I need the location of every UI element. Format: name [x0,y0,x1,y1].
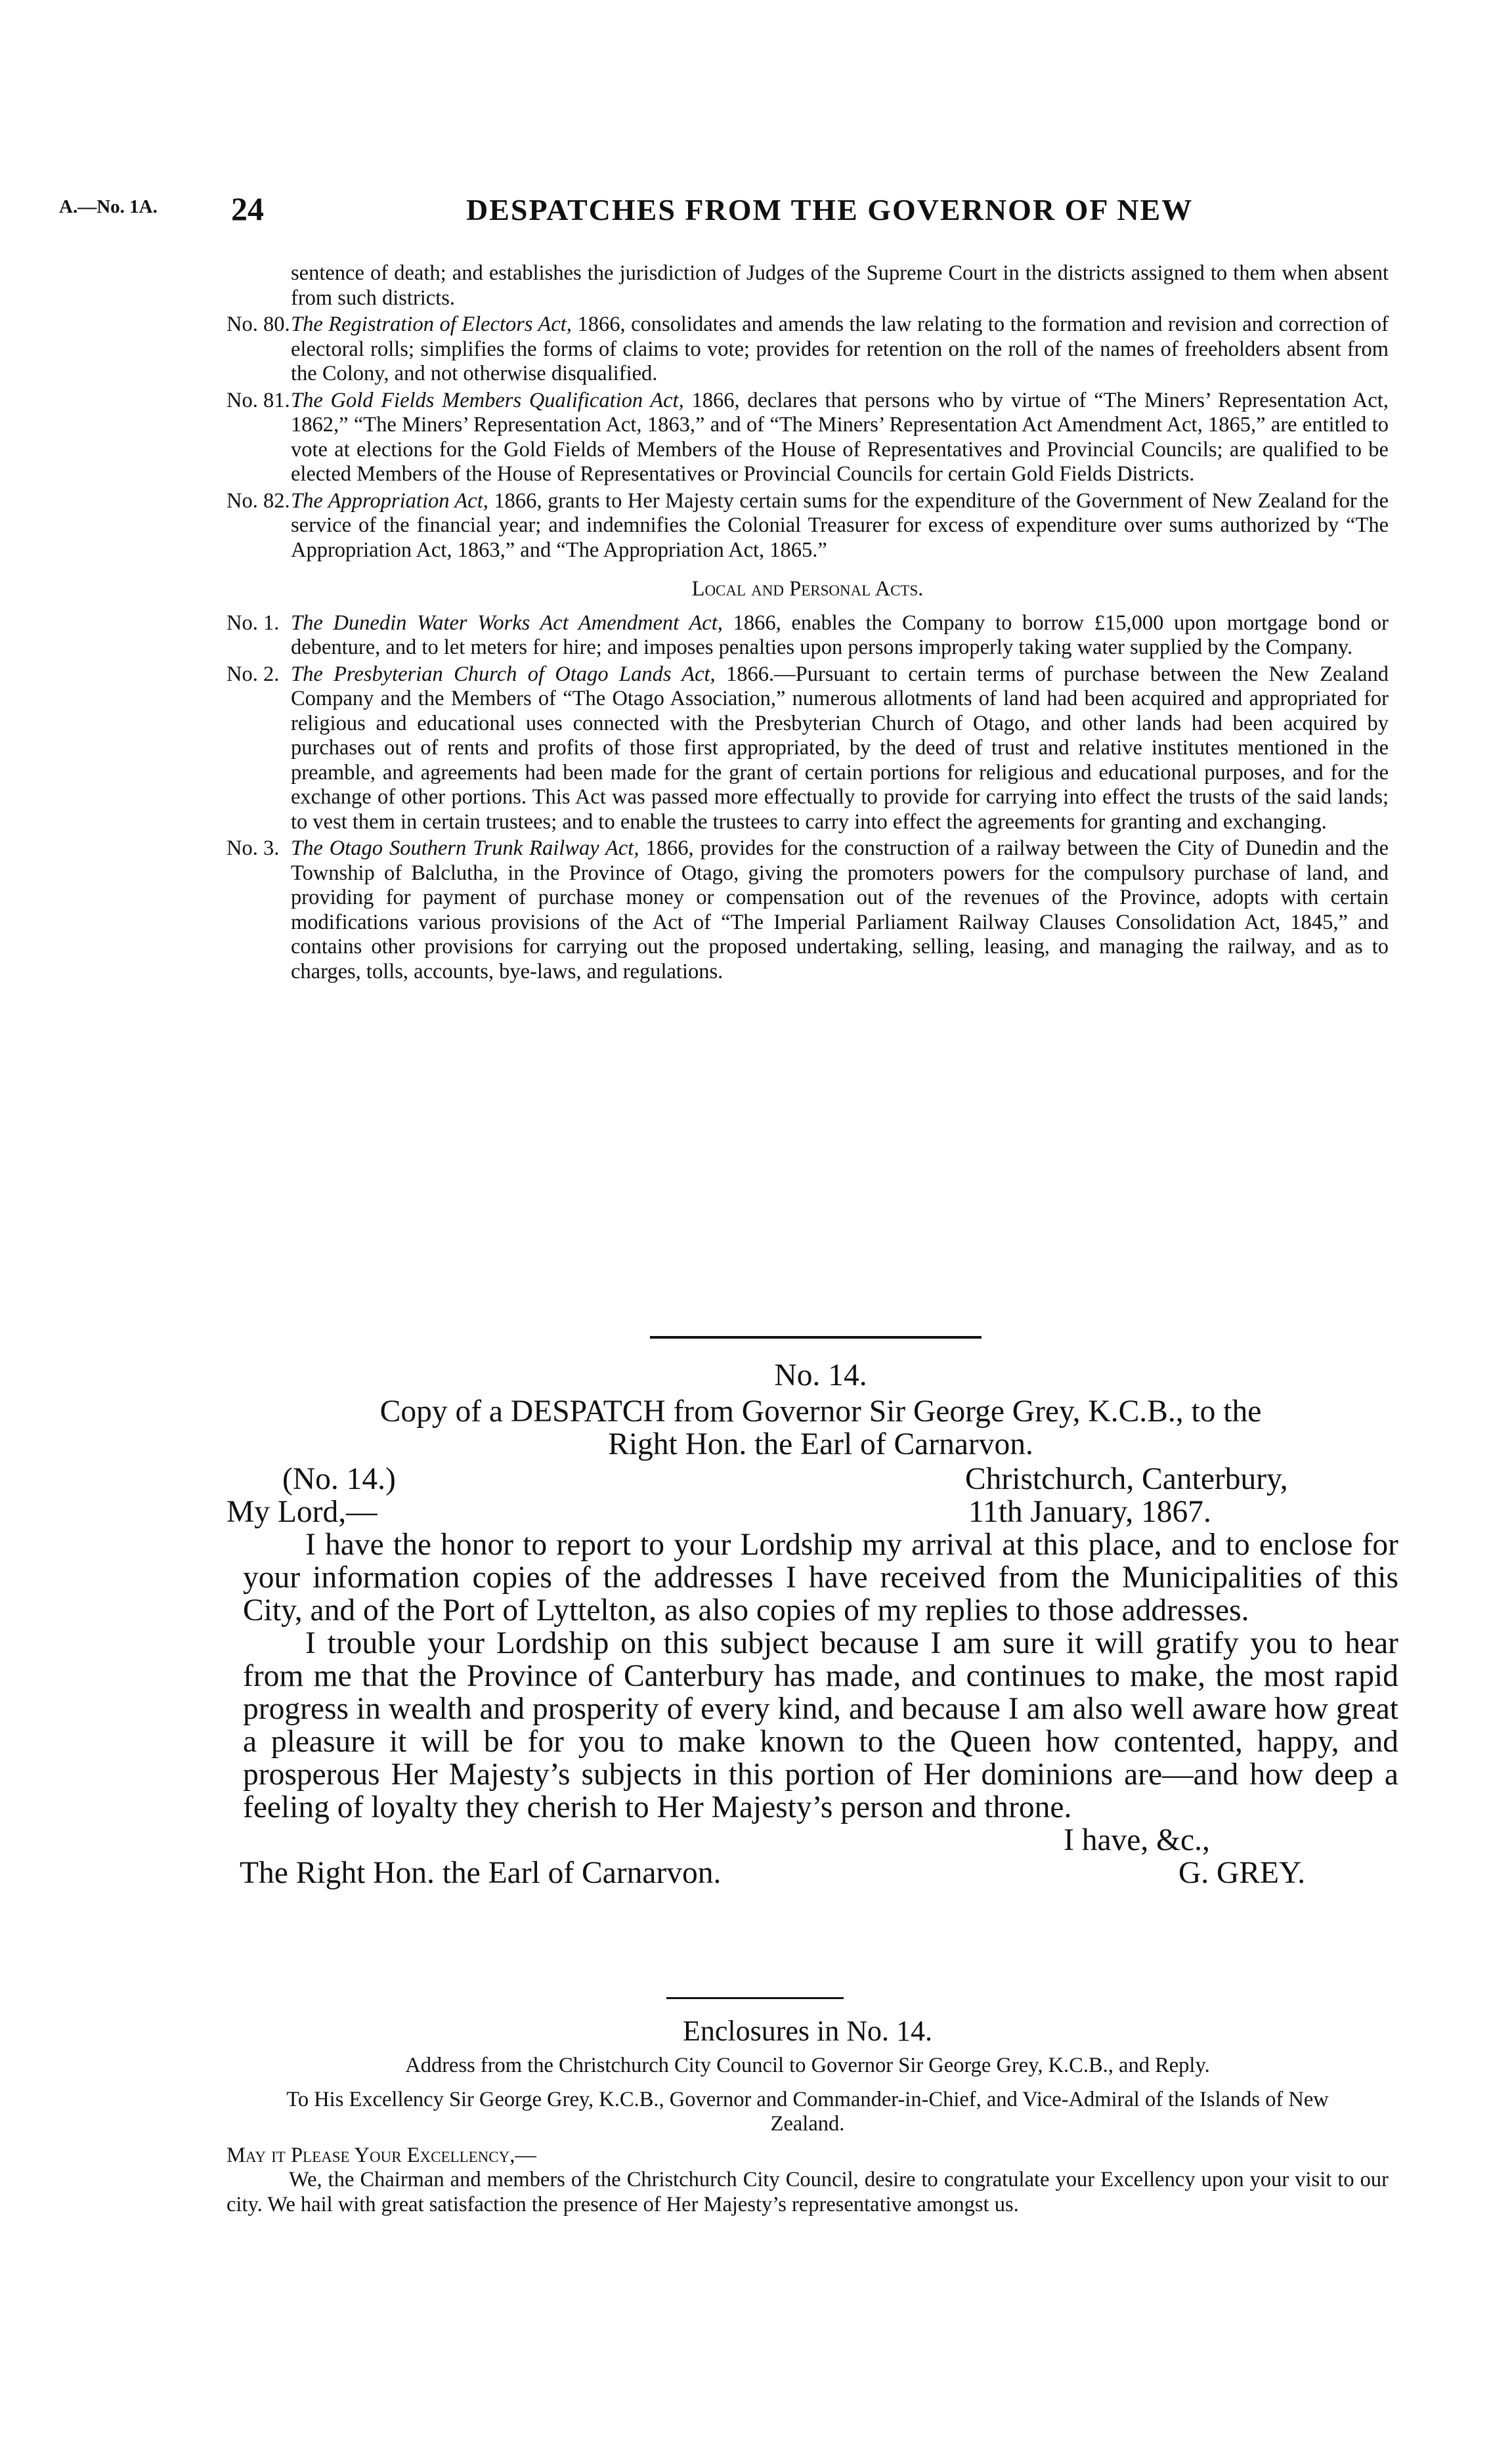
act-number: No. 80. [227,313,290,336]
section-rule [650,1336,982,1339]
act-item [227,313,1389,387]
act-text: 1866, enables the Company to borrow £15,000 upon mortgage bond or debenture, and to let meters for hire; and imposes penalties upon persons improperly taking water supplied by the Company. [291,611,1389,659]
enclosure-subheading: Address from the Christchurch City Council to Governor Sir George Grey, K.C.B., and Reply. [405,2054,1210,2077]
act-number: No. 1. [227,611,280,635]
ref-place-line [243,1463,1398,1496]
despatch-heading: Copy of a DESPATCH from Governor Sir George Grey, K.C.B., to the [379,1394,1262,1429]
act-text: 1866, provides for the construction of a railway between the City of Dunedin and the Township of Balclutha, in the Province of Otago, giving the promoters powers for the compulsory purchase of land, and providing for payment of purchase money or compensation out of the revenues of the Province, adopts with certain modifications various provisions of the Act of “The Imperial Parliament Railway Clauses Consolidation Act, 1845,” and contains other provisions for carrying out the proposed undertaking, selling, leasing, and managing the railway, and as to charges, tolls, accounts, bye-laws, and regulations. [291,836,1389,983]
act-item [227,611,1389,660]
act-title: The Dunedin Water Works Act Amendment Act, [291,611,723,635]
page-header [59,190,1372,227]
paper-reference: A.—No. 1A. [59,196,158,217]
act-title: The Gold Fields Members Qualification Act, [291,388,684,412]
enclosures-heading: Enclosures in No. 14. [682,2015,933,2047]
page-number: 24 [231,190,264,227]
act-title: The Otago Southern Trunk Railway Act, [291,836,639,860]
despatch-paragraph: I have the honor to report to your Lordship my arrival at this place, and to enclose for your information copies of the addresses I have received from the Municipalities of this City, and of the Port of Lyttelton, as also copies of my replies to those addresses. [243,1528,1398,1628]
act-item [227,389,1389,487]
acts-summary [227,261,1389,984]
enclosure-text [227,2054,1389,2217]
enclosure-rule [666,1997,844,1999]
act-item [227,489,1389,563]
continuation-text: sentence of death; and establishes the jurisdiction of Judges of the Supreme Court in the districts assigned to them when absent from such districts. [291,261,1389,310]
act-number: No. 82. [227,488,290,513]
act-title: The Presbyterian Church of Otago Lands Act, [291,662,716,686]
salutation: My Lord,— [227,1495,378,1529]
act-item [227,836,1389,984]
despatch-paragraph: I trouble your Lordship on this subject because I am sure it will gratify you to hear from me that the Province of Canterbury has made, and continues to make, the most rapid progress in wealth and prosperity of every kind, and because I am also well aware how great a pleasure it will be for you to make known to the Queen how contented, happy, and prosperous Her Majesty’s subjects in this portion of Her dominions are—and how deep a feeling of loyalty they cherish to Her Majesty’s person and throne. [243,1626,1398,1824]
addressee: The Right Hon. the Earl of Carnarvon. [240,1856,722,1890]
act-item [227,662,1389,835]
act-title: The Registration of Electors Act, [291,313,572,336]
act-number: No. 3. [227,836,280,860]
despatch [227,1358,1398,1890]
act-number: No. 81. [227,388,290,412]
signature: G. GREY. [1178,1856,1306,1890]
local-acts-heading: Local and Personal Acts. [691,577,924,601]
act-text: 1866, consolidates and amends the law relating to the formation and revision and correction of electoral rolls; simplifies the forms of claims to vote; provides for retention on the roll of the names of freeholders absent from the Colony, and not otherwise disqualified. [291,313,1389,385]
addressee-line [240,1856,1398,1890]
despatch-place: Christchurch, Canterbury, [965,1462,1288,1496]
act-text: 1866, declares that persons who by virtue of “The Miners’ Representation Act, 1862,” “The Miners’ Representation Act, 1863,” and of “The Miners’ Representation Act Amendment Act, 1865,” are entitled to vote at elections for the Gold Fields of Members of the House of Representatives and Provincial Councils; are qualified to be elected Members of the House of Representatives or Provincial Councils for certain Gold Fields Districts. [291,388,1389,486]
enclosures [227,2014,1389,2216]
running-title: DESPATCHES FROM THE GOVERNOR OF NEW [466,193,1194,226]
act-text: 1866, grants to Her Majesty certain sums for the expenditure of the Government of New Zealand for the service of the financial year; and indemnifies the Colonial Treasurer for excess of expenditure over sums authorized by “The Appropriation Act, 1863,” and “The Appropriation Act, 1865.” [291,488,1389,562]
despatch-number: No. 14. [774,1358,867,1392]
closing-line [243,1824,1398,1857]
despatch-ref: (No. 14.) [282,1462,396,1496]
act-text: 1866.—Pursuant to certain terms of purchase between the New Zealand Company and the Members of “The Otago Association,” numerous allotments of land had been acquired and appropriated for religious and educational uses connected with the Presbyterian Church of Otago, and other lands had been acquired by purchases out of rents and profits of those first appropriated, by the deed of trust and relative institutes mentioned in the preamble, and agreements had been made for the grant of certain portions for religious and educational purposes, and for the exchange of other portions. This Act was passed more effectually to provide for carrying into effect the trusts of the said lands; to vest them in certain trustees; and to enable the trustees to carry into effect the agreements for granting and exchanging. [291,662,1389,834]
salutation-date-line [227,1495,1398,1529]
enclosure-salutation: May it Please Your Excellency,— [227,2143,536,2167]
act-number: No. 2. [227,662,280,686]
despatch-date: 11th January, 1867. [968,1495,1211,1529]
enclosure-body: We, the Chairman and members of the Christchurch City Council, desire to congratulate your Excellency upon your visit to our city. We hail with great satisfaction the presence of Her Majesty’s representative amongst us. [227,2168,1389,2216]
act-title: The Appropriation Act, [291,488,488,513]
despatch-heading-2: Right Hon. the Earl of Carnarvon. [608,1427,1033,1461]
enclosure-to: To His Excellency Sir George Grey, K.C.B., Governor and Commander-in-Chief, and Vice-Admiral of the Islands of New Zealand. [286,2087,1329,2136]
closing: I have, &c., [1064,1823,1210,1857]
